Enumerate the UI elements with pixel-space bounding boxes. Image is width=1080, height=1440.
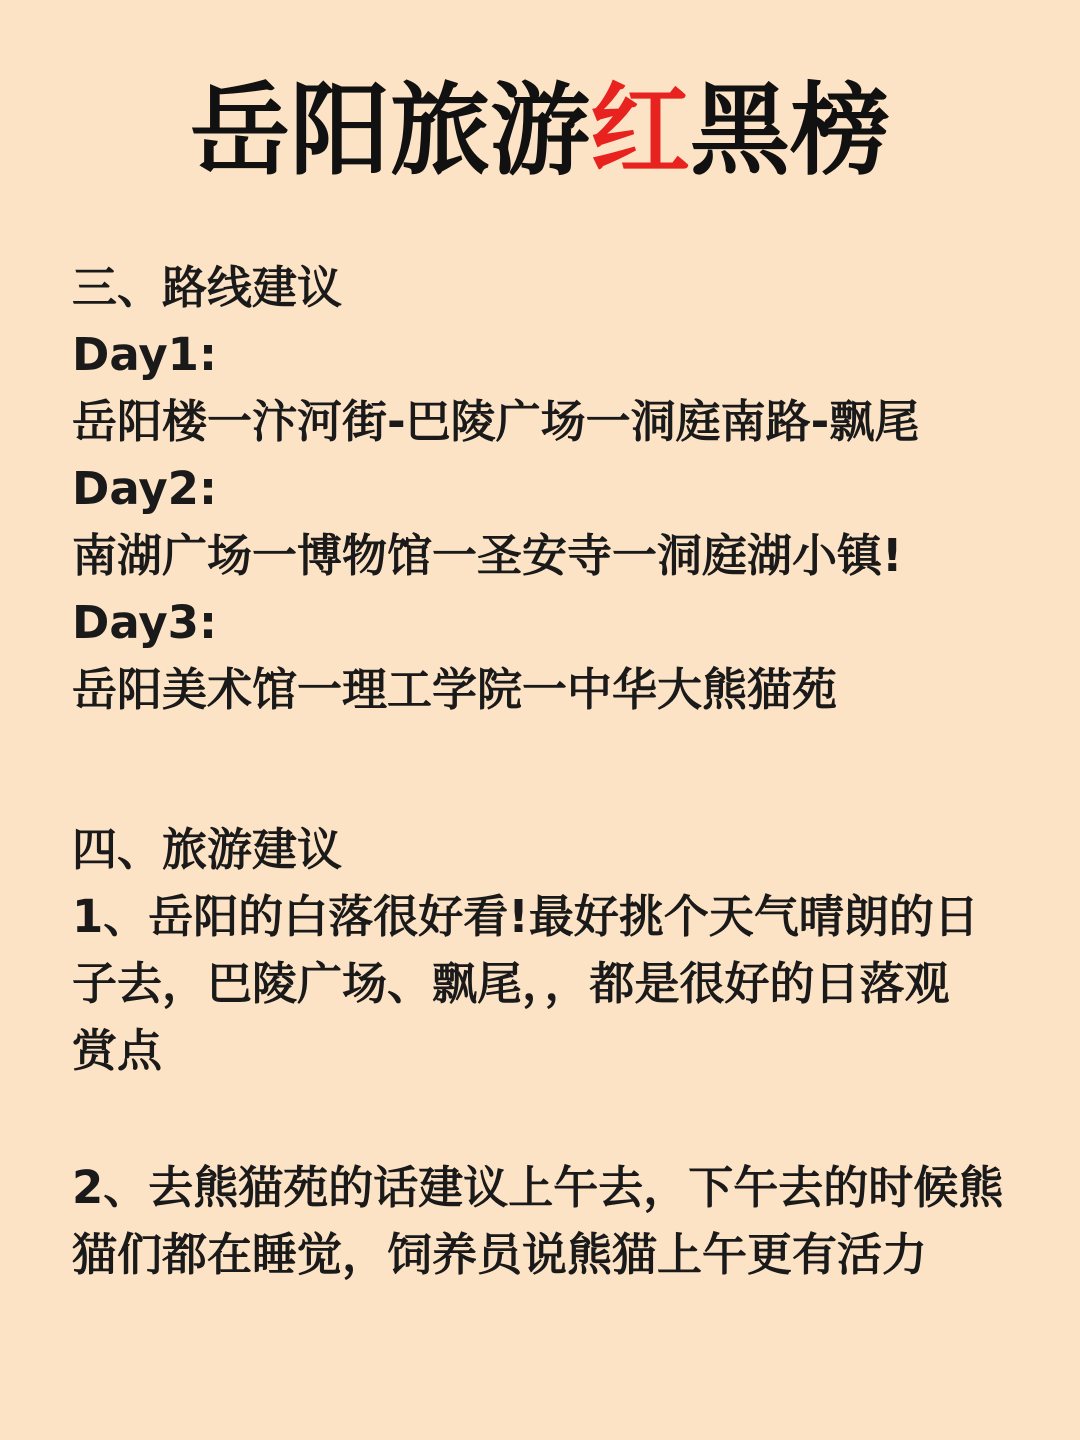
tip2-line-2: 猫们都在睡觉，饲养员说熊猫上午更有活力 xyxy=(72,1228,928,1281)
tip2-line-1: 2、去熊猫苑的话建议上午去，下午去的时候熊 xyxy=(72,1161,1004,1214)
title-part-1: 岳阳旅游 xyxy=(190,72,590,189)
title-part-3: 黑榜 xyxy=(690,72,890,189)
route-section xyxy=(72,254,1032,723)
tip1-line-1: 1、岳阳的白落很好看!最好挑个天气晴朗的日 xyxy=(72,890,979,943)
day2-label: Day2: xyxy=(72,462,217,515)
page-title xyxy=(0,72,1080,189)
day1-label: Day1: xyxy=(72,328,217,381)
tip1-line-2: 子去，巴陵广场、飘尾，，都是很好的日落观 xyxy=(72,957,950,1010)
route-heading: 三、路线建议 xyxy=(72,261,343,314)
day1-route: 岳阳楼一汴河街-巴陵广场一洞庭南路-飘尾 xyxy=(72,395,920,448)
tip2-section xyxy=(72,1154,1032,1288)
title-part-red: 红 xyxy=(590,72,690,189)
day2-route: 南湖广场一博物馆一圣安寺一洞庭湖小镇! xyxy=(72,529,903,582)
day3-route: 岳阳美术馆一理工学院一中华大熊猫苑 xyxy=(72,663,838,716)
tips-heading: 四、旅游建议 xyxy=(72,823,343,876)
tip1-line-3: 赏点 xyxy=(72,1024,163,1077)
day3-label: Day3: xyxy=(72,596,217,649)
tips-section xyxy=(72,816,1032,1084)
